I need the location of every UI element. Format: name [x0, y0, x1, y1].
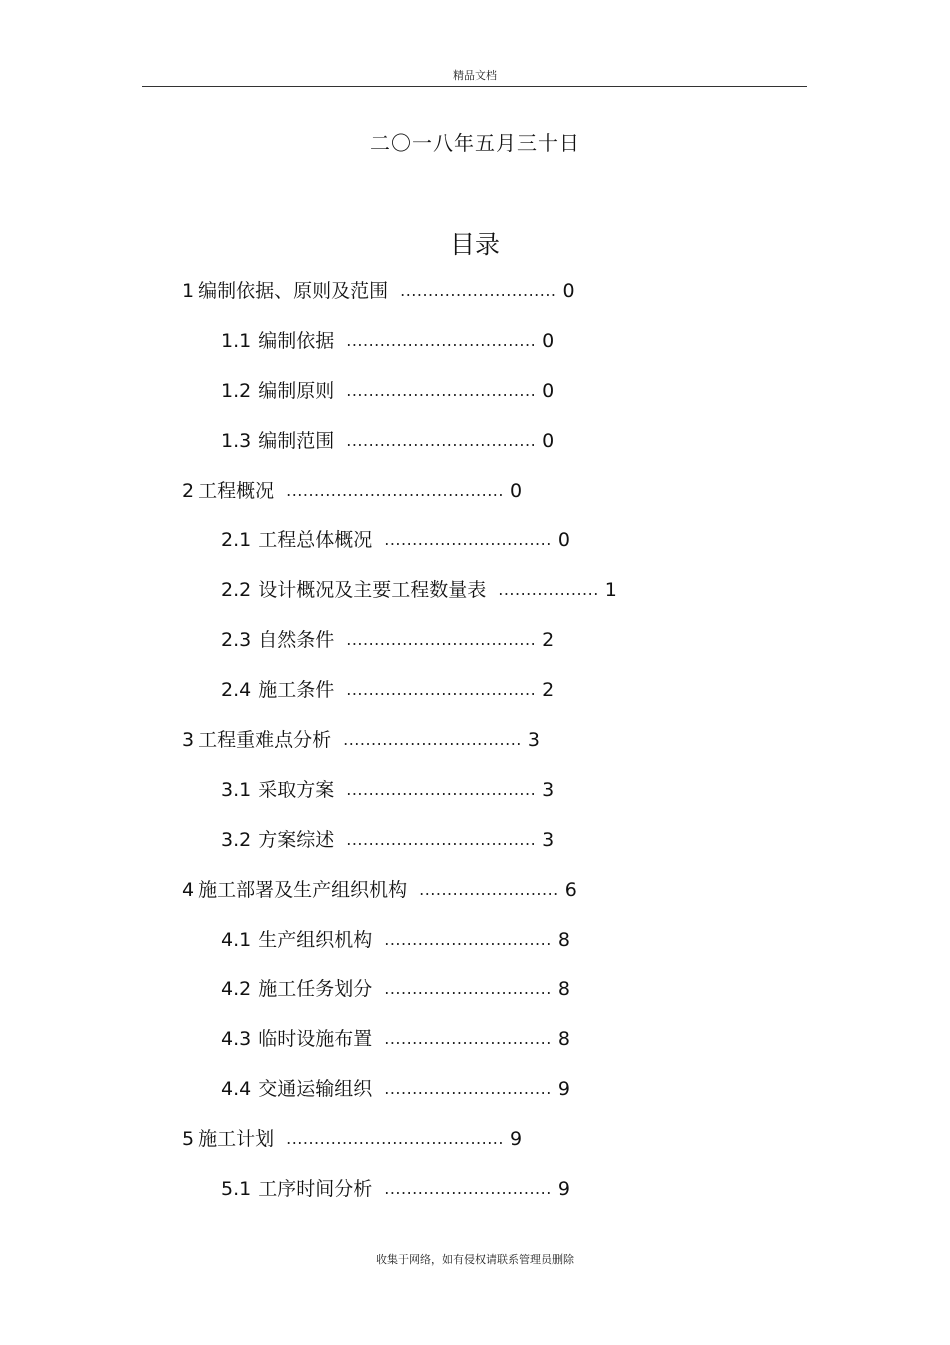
- toc-entry-page-number: 8: [557, 1028, 570, 1051]
- toc-entry-title: 工程总体概况: [258, 529, 373, 552]
- toc-entry-leader: ..................................: [346, 630, 537, 650]
- toc-entry-number: 3.1: [221, 778, 252, 801]
- toc-entry[interactable]: [0, 376, 950, 426]
- toc-entry-leader: ................................: [343, 730, 522, 750]
- toc-entry-number: 5.1: [221, 1178, 252, 1201]
- toc-entry-title: 采取方案: [258, 778, 335, 801]
- page-header: 精品文档: [453, 69, 497, 82]
- toc-entry-page-number: 8: [557, 928, 570, 951]
- toc-entry[interactable]: [0, 1024, 950, 1074]
- toc-entry[interactable]: [0, 276, 950, 326]
- toc-entry-leader: ..................: [498, 580, 599, 600]
- toc-entry-title: 施工部署及生产组织机构: [198, 878, 408, 901]
- toc-entry[interactable]: [0, 476, 950, 526]
- toc-entry-page-number: 8: [557, 978, 570, 1001]
- toc-entry-leader: ..............................: [384, 1079, 552, 1099]
- toc-entry-leader: .......................................: [286, 1129, 504, 1149]
- toc-entry-title: 工程概况: [198, 479, 275, 502]
- table-of-contents: [0, 276, 950, 1224]
- toc-entry-number: 2.1: [221, 529, 252, 552]
- toc-entry[interactable]: [0, 625, 950, 675]
- toc-entry-number: 4.1: [221, 928, 252, 951]
- page-footer: 收集于网络，如有侵权请联系管理员删除: [376, 1253, 574, 1266]
- toc-entry-page-number: 3: [542, 778, 555, 801]
- toc-entry[interactable]: [0, 525, 950, 575]
- toc-entry-number: 2.2: [221, 579, 252, 602]
- toc-entry[interactable]: [0, 326, 950, 376]
- toc-entry-page-number: 0: [509, 479, 523, 502]
- toc-entry-number: 1.3: [221, 429, 252, 452]
- toc-entry-number: 2: [182, 479, 195, 502]
- toc-entry-leader: ..................................: [346, 330, 537, 350]
- toc-entry-leader: ..................................: [346, 779, 537, 799]
- toc-entry-leader: ..................................: [346, 430, 537, 450]
- toc-entry-title: 编制依据、原则及范围: [198, 280, 389, 302]
- toc-entry[interactable]: [0, 675, 950, 725]
- toc-entry-page-number: 2: [542, 629, 555, 652]
- toc-entry-number: 4.4: [221, 1078, 252, 1101]
- toc-entry-title: 施工任务划分: [258, 978, 373, 1001]
- toc-entry-leader: ..............................: [384, 1029, 552, 1049]
- toc-entry-page-number: 0: [562, 280, 575, 302]
- toc-entry-number: 2.4: [221, 679, 252, 702]
- toc-entry-page-number: 0: [542, 329, 555, 352]
- toc-entry-title: 编制范围: [258, 429, 335, 452]
- toc-entry-title: 设计概况及主要工程数量表: [258, 579, 487, 602]
- toc-entry-title: 工序时间分析: [258, 1178, 373, 1201]
- toc-entry-number: 1.2: [221, 379, 252, 402]
- toc-entry-title: 施工条件: [258, 679, 335, 702]
- toc-entry[interactable]: [0, 974, 950, 1024]
- toc-entry-page-number: 9: [557, 1178, 570, 1201]
- toc-entry-page-number: 1: [604, 579, 617, 602]
- toc-entry-leader: .........................: [419, 879, 559, 899]
- toc-entry-leader: ..............................: [384, 1179, 552, 1199]
- toc-entry-number: 4.3: [221, 1028, 252, 1051]
- toc-entry-title: 编制原则: [258, 379, 335, 402]
- toc-entry-title: 生产组织机构: [258, 928, 373, 951]
- toc-entry-number: 3: [182, 729, 195, 752]
- toc-entry[interactable]: [0, 1074, 950, 1124]
- toc-entry-leader: ..............................: [384, 929, 552, 949]
- toc-entry-leader: ............................: [400, 281, 557, 300]
- toc-entry-title: 方案综述: [258, 828, 335, 851]
- toc-entry-leader: .......................................: [286, 480, 504, 500]
- toc-entry-leader: ..............................: [384, 979, 552, 999]
- toc-entry-number: 1.1: [221, 329, 252, 352]
- toc-entry-title: 交通运输组织: [258, 1078, 373, 1101]
- toc-entry-leader: ..................................: [346, 829, 537, 849]
- toc-entry[interactable]: [0, 925, 950, 975]
- toc-entry-page-number: 0: [557, 529, 570, 552]
- toc-entry-page-number: 9: [509, 1128, 523, 1151]
- toc-title: 目录: [449, 230, 500, 259]
- toc-entry-title: 施工计划: [198, 1128, 275, 1151]
- toc-entry-page-number: 6: [564, 878, 577, 901]
- toc-entry-leader: ..............................: [384, 530, 552, 550]
- toc-entry[interactable]: [0, 1124, 950, 1174]
- toc-entry-page-number: 3: [542, 828, 555, 851]
- toc-entry-number: 2.3: [221, 629, 252, 652]
- toc-entry-leader: ..................................: [346, 680, 537, 700]
- toc-entry-number: 4.2: [221, 978, 252, 1001]
- header-divider: [142, 86, 807, 87]
- toc-entry[interactable]: [0, 775, 950, 825]
- toc-entry-number: 1: [182, 280, 195, 302]
- toc-entry[interactable]: [0, 725, 950, 775]
- toc-entry[interactable]: [0, 575, 950, 625]
- toc-entry-number: 5: [182, 1128, 195, 1151]
- toc-entry-page-number: 3: [527, 729, 540, 752]
- toc-entry-page-number: 9: [557, 1078, 570, 1101]
- toc-entry[interactable]: [0, 875, 950, 925]
- toc-entry-leader: ..................................: [346, 380, 537, 400]
- document-date: 二〇一八年五月三十日: [370, 131, 580, 155]
- toc-entry[interactable]: [0, 1174, 950, 1224]
- toc-entry-title: 临时设施布置: [258, 1028, 373, 1051]
- toc-entry-number: 4: [182, 878, 195, 901]
- toc-entry-number: 3.2: [221, 828, 252, 851]
- toc-entry-page-number: 0: [542, 379, 555, 402]
- toc-entry[interactable]: [0, 825, 950, 875]
- toc-entry[interactable]: [0, 426, 950, 476]
- toc-entry-title: 编制依据: [258, 329, 335, 352]
- toc-entry-title: 自然条件: [258, 629, 335, 652]
- toc-entry-title: 工程重难点分析: [198, 729, 332, 752]
- toc-entry-page-number: 0: [542, 429, 555, 452]
- toc-entry-page-number: 2: [542, 679, 555, 702]
